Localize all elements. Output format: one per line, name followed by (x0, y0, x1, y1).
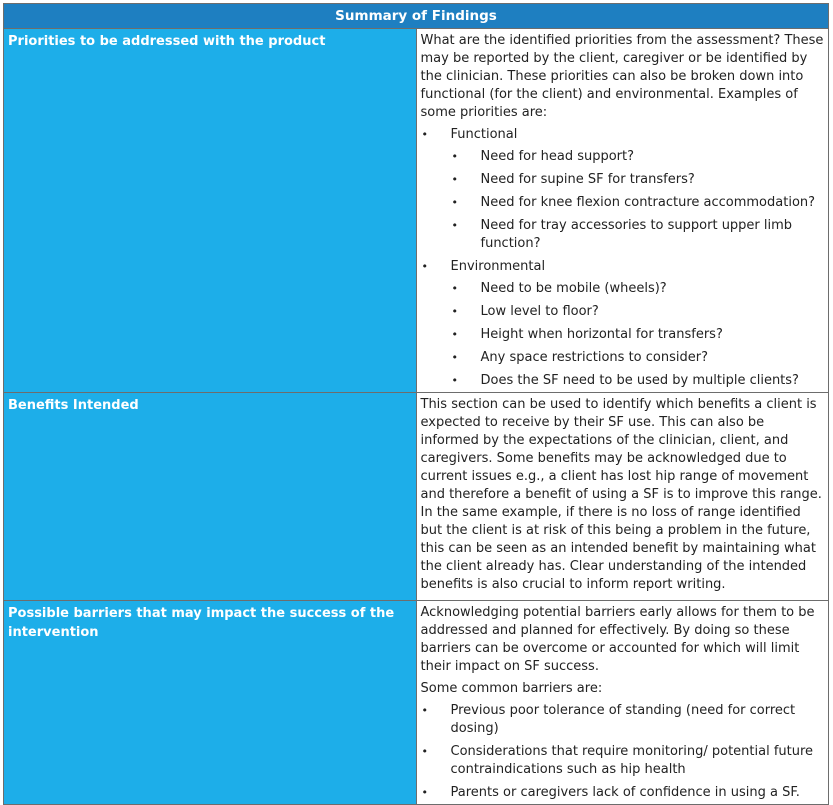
row-content (416, 29, 829, 393)
list-item (421, 743, 825, 779)
bullet-icon: • (421, 260, 428, 273)
bullet-icon: • (421, 704, 428, 717)
group-label-environmental: Environmental (450, 259, 546, 274)
list-item-text: Considerations that require monitoring/ potential future contraindications such as hip health (450, 744, 814, 777)
list-item-text: Need for head support? (480, 149, 635, 164)
list-item-text: Parents or caregivers lack of confidence in using a SF. (450, 785, 800, 800)
list-item (451, 303, 825, 321)
bullet-icon: • (451, 282, 458, 295)
list-item (451, 280, 825, 298)
bullet-icon: • (421, 786, 428, 799)
list-item-text: Need for knee flexion contracture accommodation? (480, 195, 816, 210)
priorities-intro: What are the identified priorities from the assessment? These may be reported by the client, caregiver or be identified by the clinician. These priorities can also be broken down into functional (for the client) and environmental. Examples of some priorities are: (420, 33, 824, 120)
priority-groups-list (421, 126, 825, 390)
row-label: Priorities to be addressed with the product (4, 29, 417, 393)
list-item-text: Low level to floor? (480, 304, 599, 319)
row-label: Possible barriers that may impact the success of the intervention (4, 601, 417, 805)
group-label-functional: Functional (450, 127, 518, 142)
list-item (421, 126, 825, 253)
list-item (451, 326, 825, 344)
bullet-icon: • (451, 351, 458, 364)
barriers-subheading: Some common barriers are: (420, 681, 603, 696)
list-item-text: Any space restrictions to consider? (480, 350, 708, 365)
list-item (421, 702, 825, 738)
list-item-text: Does the SF need to be used by multiple clients? (480, 373, 799, 388)
bullet-icon: • (451, 219, 458, 232)
bullet-icon: • (451, 150, 458, 163)
bullet-icon: • (451, 374, 458, 387)
environmental-items-list (451, 280, 825, 390)
list-item-text: Previous poor tolerance of standing (need for correct dosing) (450, 703, 796, 736)
bullet-icon: • (451, 328, 458, 341)
row-label: Benefits Intended (4, 393, 417, 601)
barriers-text: Acknowledging potential barriers early allows for them to be addressed and planned for effectively. By doing so these barriers can be overcome or accounted for which will limit their impact on SF success. (420, 605, 815, 674)
list-item (451, 148, 825, 166)
list-item-text: Need to be mobile (wheels)? (480, 281, 667, 296)
list-item-text: Need for tray accessories to support upper limb function? (480, 218, 793, 251)
list-item (451, 217, 825, 253)
list-item (451, 372, 825, 390)
table-header-row (4, 4, 829, 29)
table-row (4, 601, 829, 805)
list-item (451, 171, 825, 189)
row-content (416, 601, 829, 805)
barriers-list (421, 702, 825, 802)
list-item-text: Need for supine SF for transfers? (480, 172, 695, 187)
list-item-text: Height when horizontal for transfers? (480, 327, 723, 342)
bullet-icon: • (421, 128, 428, 141)
bullet-icon: • (451, 305, 458, 318)
table-row (4, 393, 829, 601)
benefits-text: This section can be used to identify which benefits a client is expected to receive by their SF use. This can also be informed by the expectations of the clinician, client, and caregivers. Some benefits may be acknowledged due to current issues e.g., a client has lost hip range of movement and therefore a benefit of using a SF is to improve this range. In the same example, if there is no loss of range identified but the client is at risk of this being a problem in the future, this can be seen as an intended benefit by maintaining what the client already has. Clear understanding of the intended benefits is also crucial to inform report writing. (420, 397, 822, 592)
summary-of-findings-table (3, 3, 829, 805)
list-item (421, 784, 825, 802)
table-title: Summary of Findings (4, 4, 829, 29)
bullet-icon: • (451, 196, 458, 209)
list-item (421, 258, 825, 390)
list-item (451, 349, 825, 367)
bullet-icon: • (421, 745, 428, 758)
functional-items-list (451, 148, 825, 253)
list-item (451, 194, 825, 212)
bullet-icon: • (451, 173, 458, 186)
row-content (416, 393, 829, 601)
table-row (4, 29, 829, 393)
